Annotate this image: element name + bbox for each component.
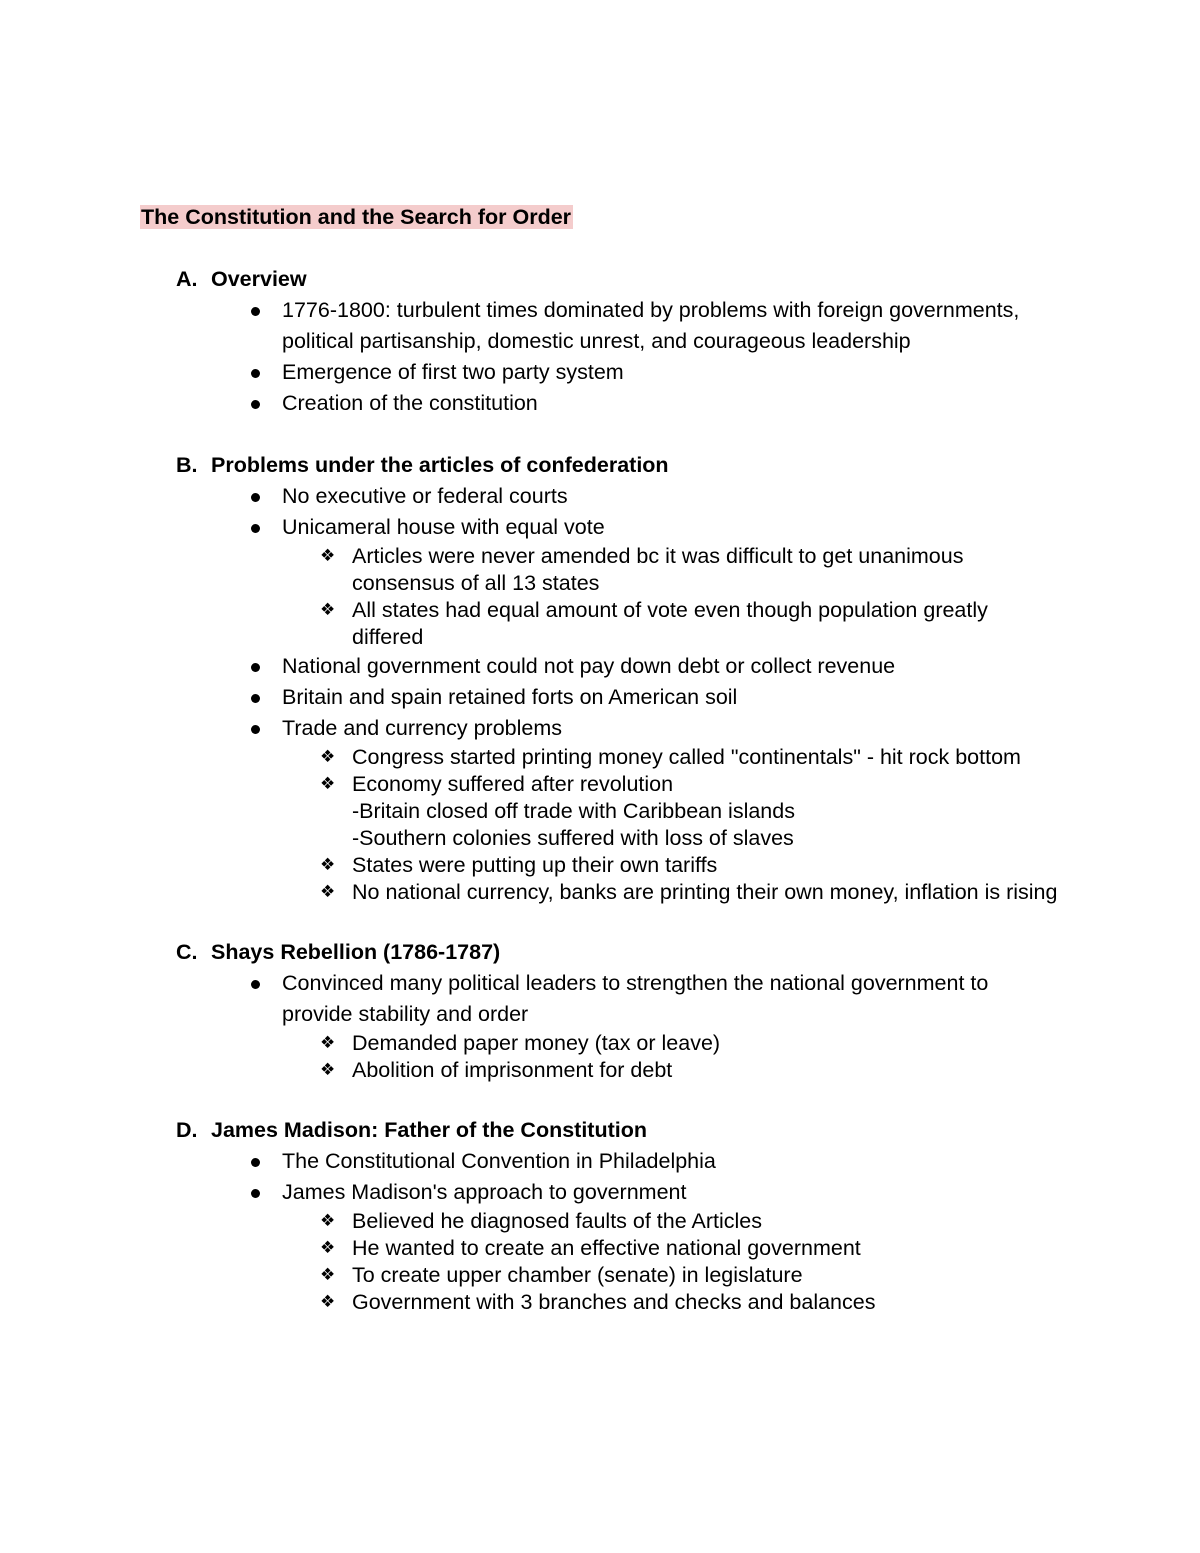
bullet-item (0, 295, 1062, 357)
sub-bullet-text: No national currency, banks are printing their own money, inflation is rising (352, 880, 1058, 904)
sub-bullet-item (0, 744, 1062, 771)
section-heading (0, 1115, 1200, 1146)
section-letter: D. (176, 1118, 198, 1142)
sub-bullet-list (282, 543, 1062, 651)
filled-circle-icon (251, 725, 260, 734)
sub-bullet-item (0, 852, 1062, 879)
section-letter: A. (176, 267, 198, 291)
bullet-text: No executive or federal courts (282, 484, 568, 508)
bullet-text: Trade and currency problems (282, 716, 563, 740)
bullet-list (0, 295, 1200, 419)
sub-bullet-text: All states had equal amount of vote even though population greatly differed (352, 598, 988, 649)
outline-section (0, 450, 1200, 906)
bullet-item (0, 357, 1062, 388)
section-heading (0, 937, 1200, 968)
outline (0, 264, 1200, 1316)
sub-bullet-item (0, 543, 1062, 597)
section-heading-text: Overview (211, 267, 307, 291)
section-heading-text: Shays Rebellion (1786-1787) (211, 940, 501, 964)
bullet-text: James Madison's approach to government (282, 1180, 687, 1204)
sub-bullet-text: Believed he diagnosed faults of the Articles (352, 1209, 762, 1233)
section-heading (0, 450, 1200, 481)
filled-circle-icon (251, 524, 260, 533)
four-diamond-icon: ❖ (320, 1292, 336, 1312)
filled-circle-icon (251, 400, 260, 409)
sub-bullet-item (0, 1235, 1062, 1262)
sub-bullet-text: Congress started printing money called "continentals" - hit rock bottom (352, 745, 1021, 769)
bullet-list (0, 1146, 1200, 1316)
section-heading-text: James Madison: Father of the Constitution (211, 1118, 647, 1142)
sub-bullet-text: Articles were never amended bc it was difficult to get unanimous consensus of all 13 states (352, 544, 964, 595)
sub-bullet-list (282, 1030, 1062, 1084)
bullet-list (0, 481, 1200, 906)
four-diamond-icon: ❖ (320, 1238, 336, 1258)
bullet-text: National government could not pay down debt or collect revenue (282, 654, 896, 678)
four-diamond-icon: ❖ (320, 747, 336, 767)
four-diamond-icon: ❖ (320, 546, 336, 566)
sub-bullet-item (0, 1289, 1062, 1316)
sub-bullet-text: -Southern colonies suffered with loss of slaves (352, 826, 794, 850)
bullet-item (0, 682, 1062, 713)
sub-bullet-list (282, 744, 1062, 906)
section-heading (0, 264, 1200, 295)
four-diamond-icon: ❖ (320, 774, 336, 794)
sub-bullet-item (0, 597, 1062, 651)
section-letter: B. (176, 453, 198, 477)
bullet-text: Unicameral house with equal vote (282, 515, 605, 539)
bullet-text: Convinced many political leaders to strengthen the national government to provide stability and order (282, 971, 989, 1026)
document-title-text: The Constitution and the Search for Order (141, 205, 572, 229)
sub-bullet-text: To create upper chamber (senate) in legislature (352, 1263, 803, 1287)
sub-bullet-item (0, 879, 1062, 906)
filled-circle-icon (251, 493, 260, 502)
sub-bullet-text: Government with 3 branches and checks and balances (352, 1290, 876, 1314)
filled-circle-icon (251, 307, 260, 316)
four-diamond-icon: ❖ (320, 1033, 336, 1053)
filled-circle-icon (251, 369, 260, 378)
sub-bullet-text: Economy suffered after revolution (352, 772, 674, 796)
four-diamond-icon: ❖ (320, 1060, 336, 1080)
outline-section (0, 264, 1200, 419)
filled-circle-icon (251, 1189, 260, 1198)
bullet-text: Creation of the constitution (282, 391, 538, 415)
bullet-item (0, 388, 1062, 419)
filled-circle-icon (251, 980, 260, 989)
four-diamond-icon: ❖ (320, 882, 336, 902)
bullet-item (0, 512, 1062, 651)
sub-bullet-item (0, 1208, 1062, 1235)
bullet-item (0, 1146, 1062, 1177)
sub-bullet-item (0, 1057, 1062, 1084)
bullet-item (0, 1177, 1062, 1316)
four-diamond-icon: ❖ (320, 1265, 336, 1285)
bullet-item (0, 481, 1062, 512)
sub-bullet-text: Demanded paper money (tax or leave) (352, 1031, 721, 1055)
outline-section (0, 937, 1200, 1084)
document-title (140, 202, 573, 233)
bullet-text: Emergence of first two party system (282, 360, 624, 384)
sub-bullet-item (0, 1030, 1062, 1057)
sub-bullet-text: He wanted to create an effective national government (352, 1236, 861, 1260)
sub-bullet-list (282, 1208, 1062, 1316)
filled-circle-icon (251, 663, 260, 672)
section-heading-text: Problems under the articles of confederation (211, 453, 669, 477)
bullet-text: 1776-1800: turbulent times dominated by problems with foreign governments, political partisanship, domestic unrest, and courageous leadership (282, 298, 1020, 353)
four-diamond-icon: ❖ (320, 600, 336, 620)
sub-bullet-text: -Britain closed off trade with Caribbean islands (352, 799, 795, 823)
four-diamond-icon: ❖ (320, 1211, 336, 1231)
bullet-text: The Constitutional Convention in Philadelphia (282, 1149, 716, 1173)
bullet-list (0, 968, 1200, 1084)
bullet-item (0, 713, 1062, 906)
outline-section (0, 1115, 1200, 1316)
sub-bullet-item (0, 1262, 1062, 1289)
bullet-item (0, 651, 1062, 682)
filled-circle-icon (251, 694, 260, 703)
section-letter: C. (176, 940, 198, 964)
sub-bullet-text: Abolition of imprisonment for debt (352, 1058, 673, 1082)
four-diamond-icon: ❖ (320, 855, 336, 875)
sub-bullet-item (0, 771, 1062, 852)
filled-circle-icon (251, 1158, 260, 1167)
bullet-item (0, 968, 1062, 1084)
sub-bullet-text: States were putting up their own tariffs (352, 853, 718, 877)
bullet-text: Britain and spain retained forts on American soil (282, 685, 738, 709)
